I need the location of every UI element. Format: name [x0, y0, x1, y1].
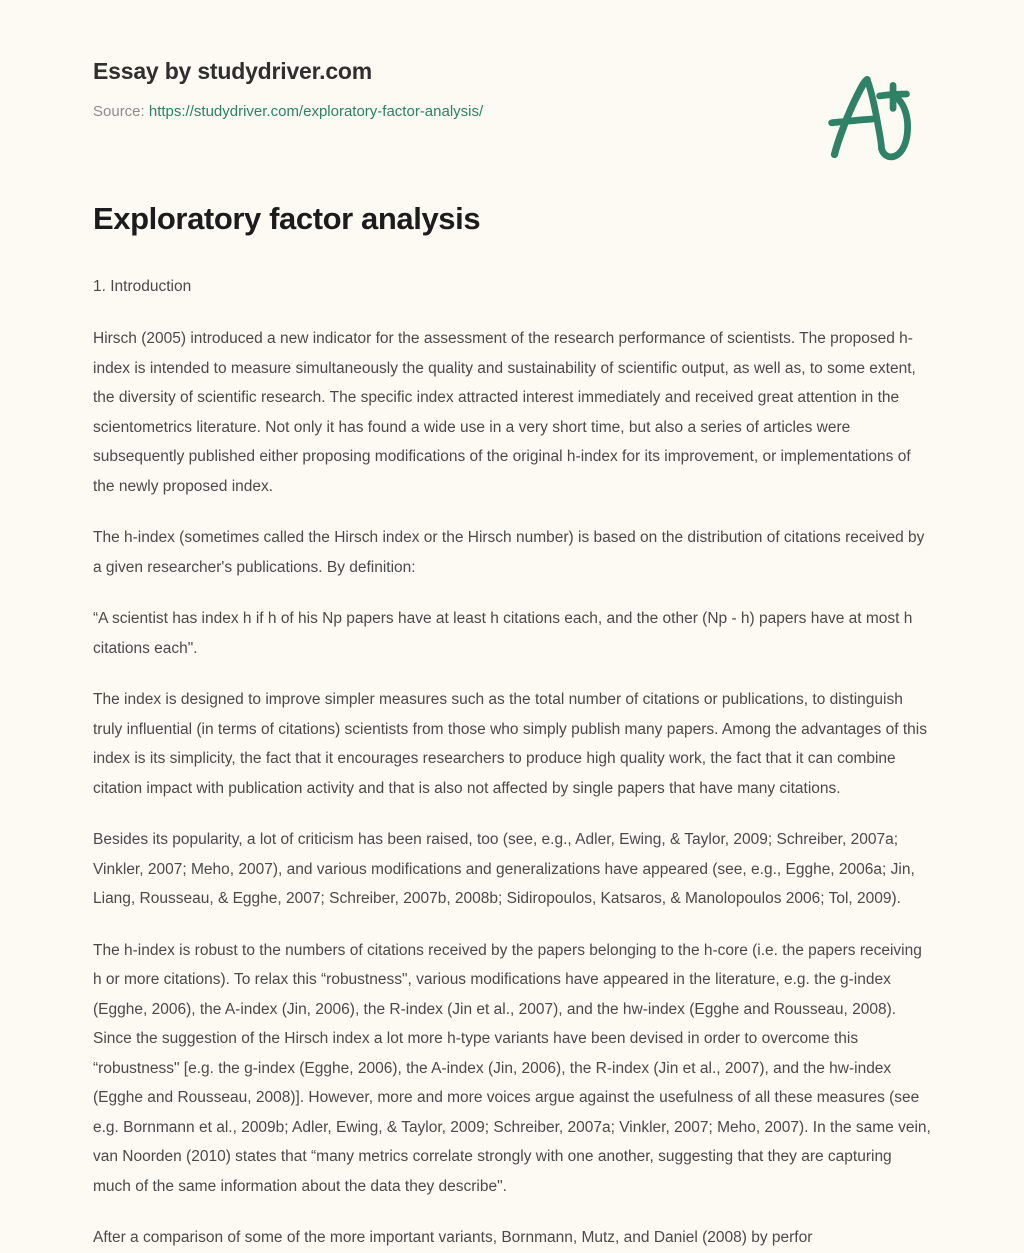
paragraph: The index is designed to improve simpler measures such as the total number of citations or publications, to distinguish truly influential (in terms of citations) scientists from those who simply publish many papers. Among the advantages of this index is its simplicity, the fact that it encourages researchers to produce high quality work, the fact that it can combine citation impact with publication activity and that is also not affected by single papers that have many citations. — [93, 691, 927, 797]
paragraph: The h-index (sometimes called the Hirsch index or the Hirsch number) is based on the distribution of citations received by a given researcher's publications. By definition: — [93, 529, 925, 576]
source-url-link[interactable]: https://studydriver.com/exploratory-factor-analysis/ — [148, 103, 484, 120]
source-line — [93, 101, 931, 123]
essay-content — [0, 200, 1024, 1253]
paragraph: Hirsch (2005) introduced a new indicator for the assessment of the research performance of scientists. The proposed h-index is intended to measure simultaneously the quality and sustainability of scientific output, as well as, to some extent, the diversity of scientific research. The specific index attracted interest immediately and received great attention in the scientometrics literature. Not only it has found a wide use in a very short time, but also a series of articles were subsequently published either proposing modifications of the original h-index for its improvement, or implementations of the newly proposed index. — [93, 330, 916, 495]
studydriver-a-plus-logo-icon — [822, 70, 918, 166]
a-plus-logo-svg — [822, 70, 918, 166]
paragraph-truncated: After a comparison of some of the more important variants, Bornmann, Mutz, and Daniel (2008) by perfor — [93, 1229, 813, 1246]
page-title: Exploratory factor analysis — [93, 201, 481, 236]
paragraph-definition-quote: “A scientist has index h if h of his Np papers have at least h citations each, and the other (Np - h) papers have at most h citations each". — [93, 610, 913, 657]
paragraph: The h-index is robust to the numbers of citations received by the papers belonging to the h-core (i.e. the papers receiving h or more citations). To relax this “robustness", various modifications have appeared in the literature, e.g. the g-index (Egghe, 2006), the A-index (Jin, 2006), the R-index (Jin et al., 2007), and the hw-index (Egghe and Rousseau, 2008). Since the suggestion of the Hirsch index a lot more h-type variants have been devised in order to overcome this “robustness" [e.g. the g-index (Egghe, 2006), the A-index (Jin, 2006), the R-index (Jin et al., 2007), and the hw-index (Egghe and Rousseau, 2008)]. However, more and more voices argue against the usefulness of all these measures (see e.g. Bornmann et al., 2009b; Adler, Ewing, & Taylor, 2009; Schreiber, 2007a; Vinkler, 2007; Meho, 2007). In the same vein, van Noorden (2010) states that “many metrics correlate strongly with one another, suggesting that they are capturing much of the same information about the data they describe". — [93, 941, 931, 1195]
source-label: Source: — [93, 103, 149, 120]
paragraph: Besides its popularity, a lot of criticism has been raised, too (see, e.g., Adler, Ewing, & Taylor, 2009; Schreiber, 2007a; Vinkler, 2007; Meho, 2007), and various modifications and generalizations have appeared (see, e.g., Egghe, 2006a; Jin, Liang, Rousseau, & Egghe, 2007; Schreiber, 2007b, 2008b; Sidiropoulos, Katsaros, & Manolopoulos 2006; Tol, 2009). — [93, 831, 915, 907]
section-heading-introduction: 1. Introduction — [93, 278, 192, 295]
essay-attribution: Essay by studydriver.com — [93, 58, 373, 84]
page-header — [0, 0, 1024, 200]
